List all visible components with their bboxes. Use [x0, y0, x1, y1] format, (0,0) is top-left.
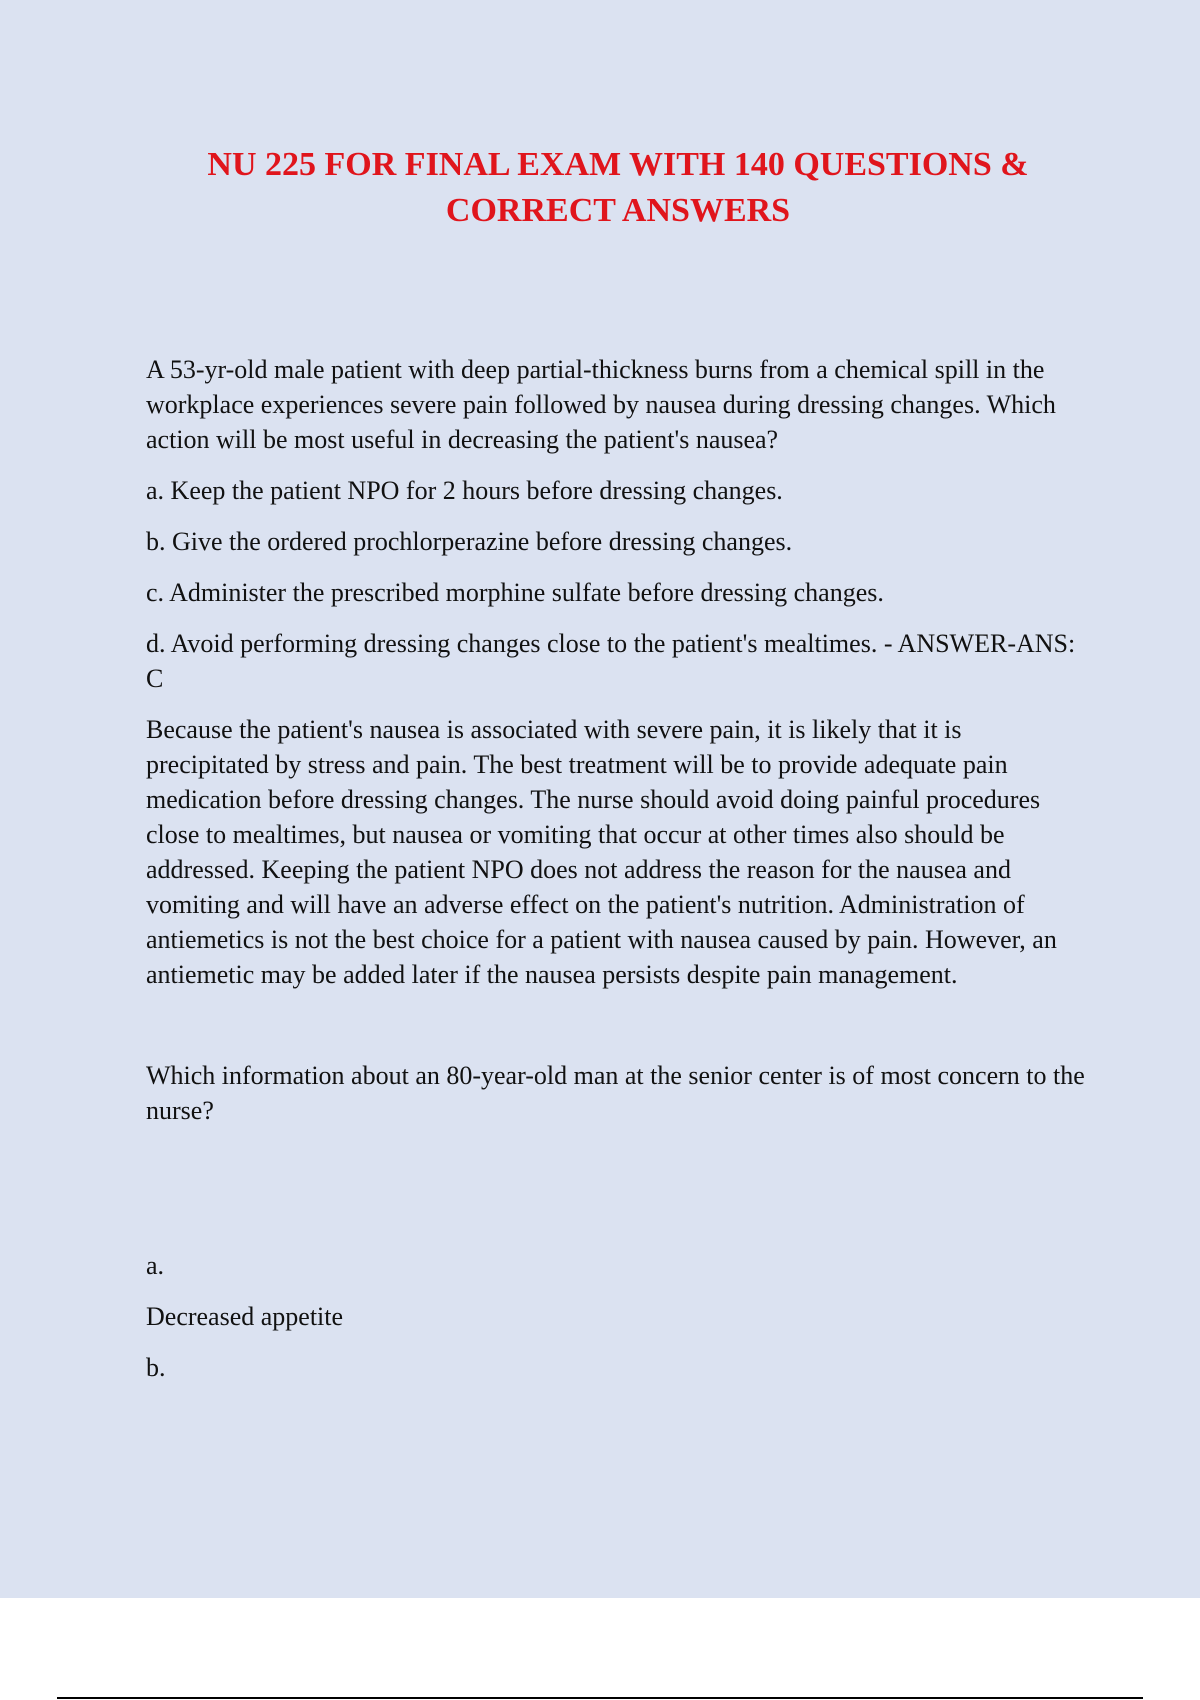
question-1-option-c: c. Administer the prescribed morphine sulfate before dressing changes. — [146, 578, 884, 607]
question-2-stem: Which information about an 80-year-old man at the senior center is of most concern to the nurse? — [146, 1061, 1085, 1125]
question-1-option-a: a. Keep the patient NPO for 2 hours before dressing changes. — [146, 476, 783, 505]
footer-divider — [57, 1697, 1143, 1699]
question-2-option-a-letter: a. — [146, 1251, 165, 1280]
document-body — [146, 352, 1086, 1401]
document-title: NU 225 FOR FINAL EXAM WITH 140 QUESTIONS & CORRECT ANSWERS — [207, 146, 1029, 229]
question-1-rationale: Because the patient's nausea is associated with severe pain, it is likely that it is precipitated by stress and pain. The best treatment will be to provide adequate pain medication before dressing changes. The nurse should avoid doing painful procedures close to mealtimes, but nausea or vomiting that occur at other times also should be addressed. Keeping the patient NPO does not address the reason for the nausea and vomiting and will have an adverse effect on the patient's nutrition. Administration of antiemetics is not the best choice for a patient with nausea caused by pain. However, an antiemetic may be added later if the nausea persists despite pain management. — [146, 715, 1057, 989]
question-2-option-b-letter: b. — [146, 1353, 166, 1382]
question-2-option-a-text: Decreased appetite — [146, 1302, 344, 1331]
question-1-option-b: b. Give the ordered prochlorperazine before dressing changes. — [146, 527, 793, 556]
question-1-stem: A 53-yr-old male patient with deep partial-thickness burns from a chemical spill in the workplace experiences severe pain followed by nausea during dressing changes. Which action will be most useful in decreasing the patient's nausea? — [146, 355, 1056, 454]
question-1-option-d-answer: d. Avoid performing dressing changes close to the patient's mealtimes. - ANSWER-ANS: C — [146, 629, 1076, 693]
